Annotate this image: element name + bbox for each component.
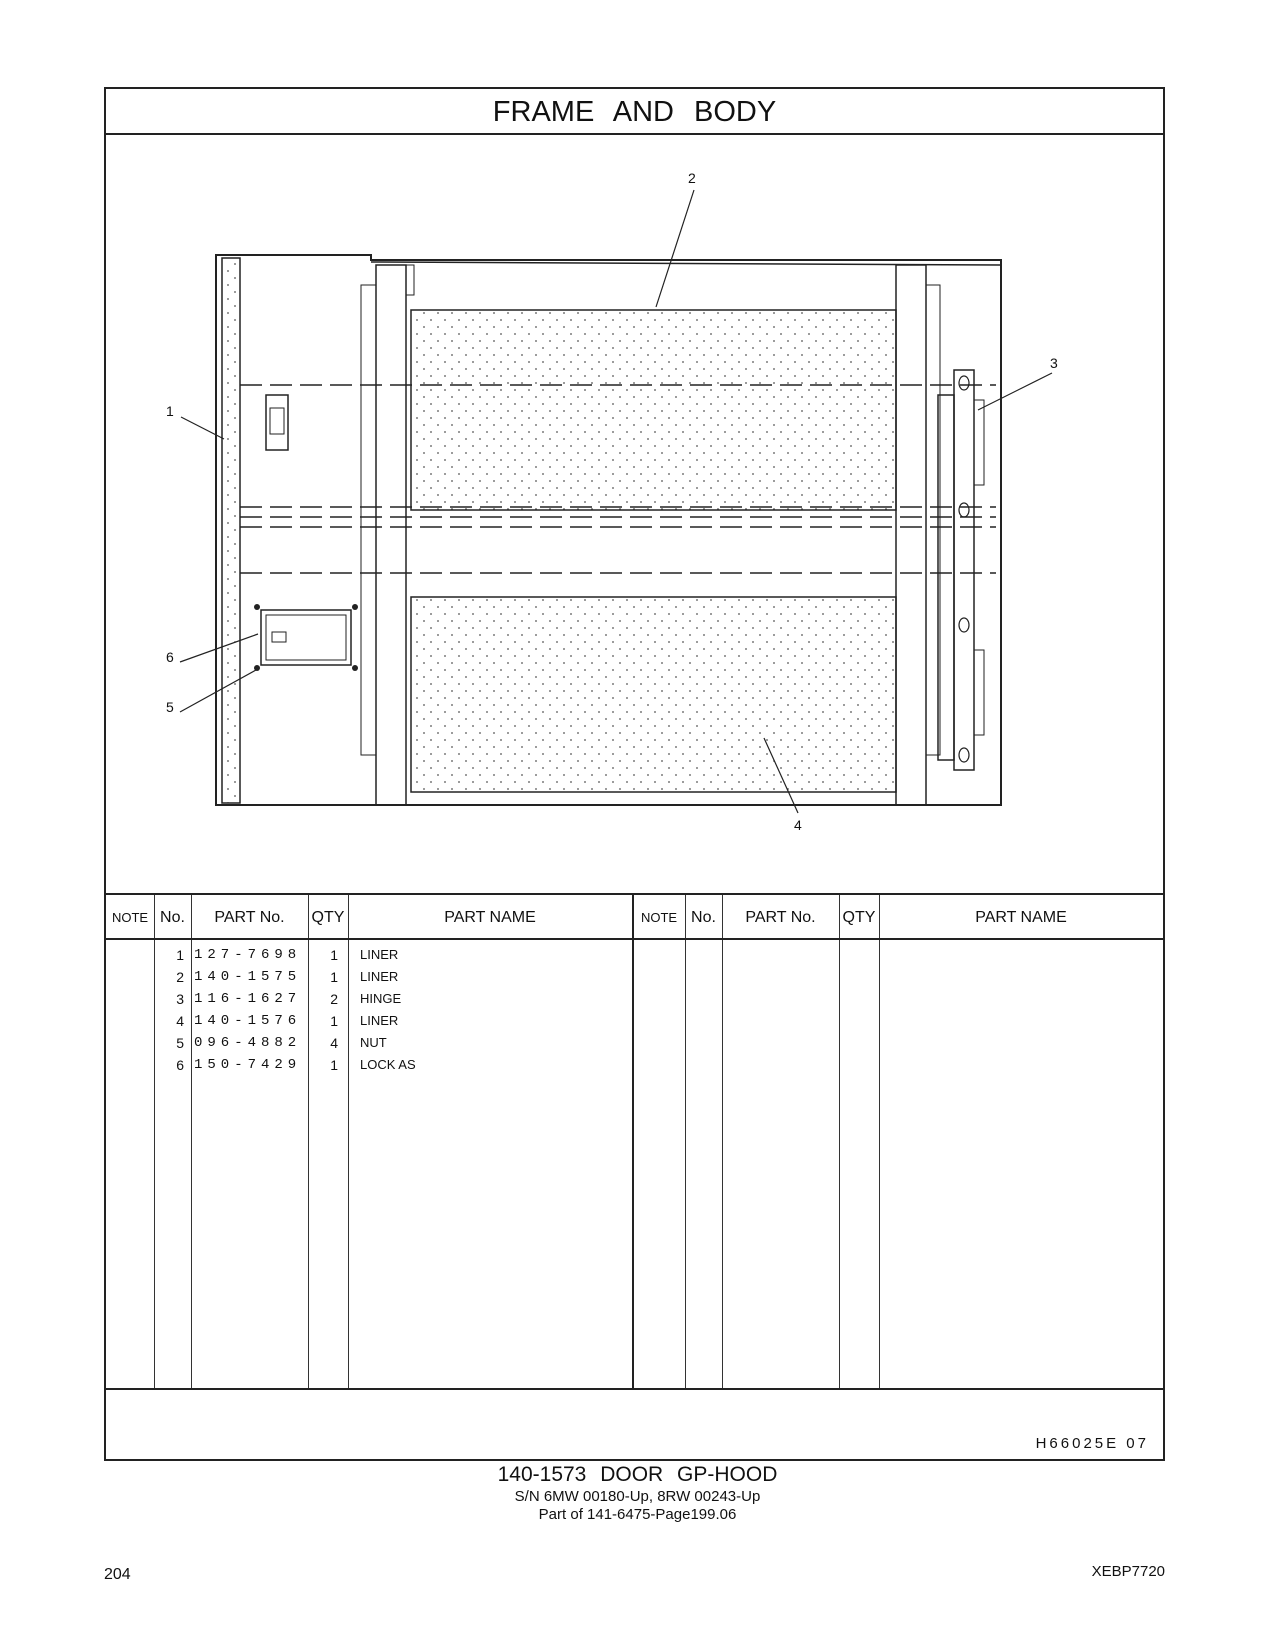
row-quantity: 1 <box>330 969 338 985</box>
parts-table-header <box>106 893 1163 940</box>
row-number: 3 <box>176 991 184 1007</box>
group-title: 140-1573 DOOR GP-HOOD <box>497 1463 778 1486</box>
row-quantity: 1 <box>330 1057 338 1073</box>
callout-6: 6 <box>166 649 174 665</box>
header-no-right: No. <box>691 909 716 926</box>
exploded-view-drawing <box>106 135 1163 893</box>
header-qty-left: QTY <box>311 909 345 926</box>
row-number: 5 <box>176 1035 184 1051</box>
parts-page-frame <box>104 87 1165 1461</box>
parent-reference: Part of 141-6475-Page199.06 <box>538 1506 737 1523</box>
callout-4: 4 <box>794 817 802 833</box>
header-note-left: NOTE <box>111 910 149 925</box>
table-row <box>106 1010 1163 1032</box>
header-no-left: No. <box>160 909 185 926</box>
header-qty-right: QTY <box>842 909 876 926</box>
table-row <box>106 944 1163 966</box>
row-number: 1 <box>176 947 184 963</box>
row-part-number: 150-7429 <box>194 1057 302 1073</box>
row-quantity: 1 <box>330 1013 338 1029</box>
document-code: XEBP7720 <box>1091 1563 1165 1580</box>
callout-2: 2 <box>688 170 696 186</box>
row-part-name: NUT <box>360 1035 387 1050</box>
header-partname-left: PART NAME <box>444 909 536 926</box>
table-row <box>106 966 1163 988</box>
row-quantity: 4 <box>330 1035 338 1051</box>
row-quantity: 2 <box>330 991 338 1007</box>
callout-3: 3 <box>1050 355 1058 371</box>
header-partname-right: PART NAME <box>975 909 1067 926</box>
row-quantity: 1 <box>330 947 338 963</box>
row-part-name: LINER <box>360 1013 399 1028</box>
row-part-name: LINER <box>360 947 399 962</box>
row-part-name: HINGE <box>360 991 402 1006</box>
row-number: 2 <box>176 969 184 985</box>
row-number: 4 <box>176 1013 184 1029</box>
row-number: 6 <box>176 1057 184 1073</box>
header-partno-right: PART No. <box>745 909 816 926</box>
header-note-right: NOTE <box>640 910 678 925</box>
row-part-number: 116-1627 <box>194 991 302 1007</box>
page-number: 204 <box>104 1566 131 1583</box>
row-part-number: 140-1576 <box>194 1013 302 1029</box>
callout-5: 5 <box>166 699 174 715</box>
parts-table-body <box>106 940 1163 1390</box>
serial-range: S/N 6MW 00180-Up, 8RW 00243-Up <box>514 1488 761 1505</box>
table-row <box>106 988 1163 1010</box>
header-partno-left: PART No. <box>214 909 285 926</box>
row-part-number: 140-1575 <box>194 969 302 985</box>
row-part-number: 096-4882 <box>194 1035 302 1051</box>
callout-1: 1 <box>166 403 174 419</box>
table-row <box>106 1032 1163 1054</box>
row-part-number: 127-7698 <box>194 947 302 963</box>
table-row <box>106 1054 1163 1076</box>
row-part-name: LINER <box>360 969 399 984</box>
illustration-code: H66025E 07 <box>1035 1435 1149 1452</box>
page-title: FRAME AND BODY <box>106 89 1163 135</box>
row-part-name: LOCK AS <box>360 1057 416 1072</box>
